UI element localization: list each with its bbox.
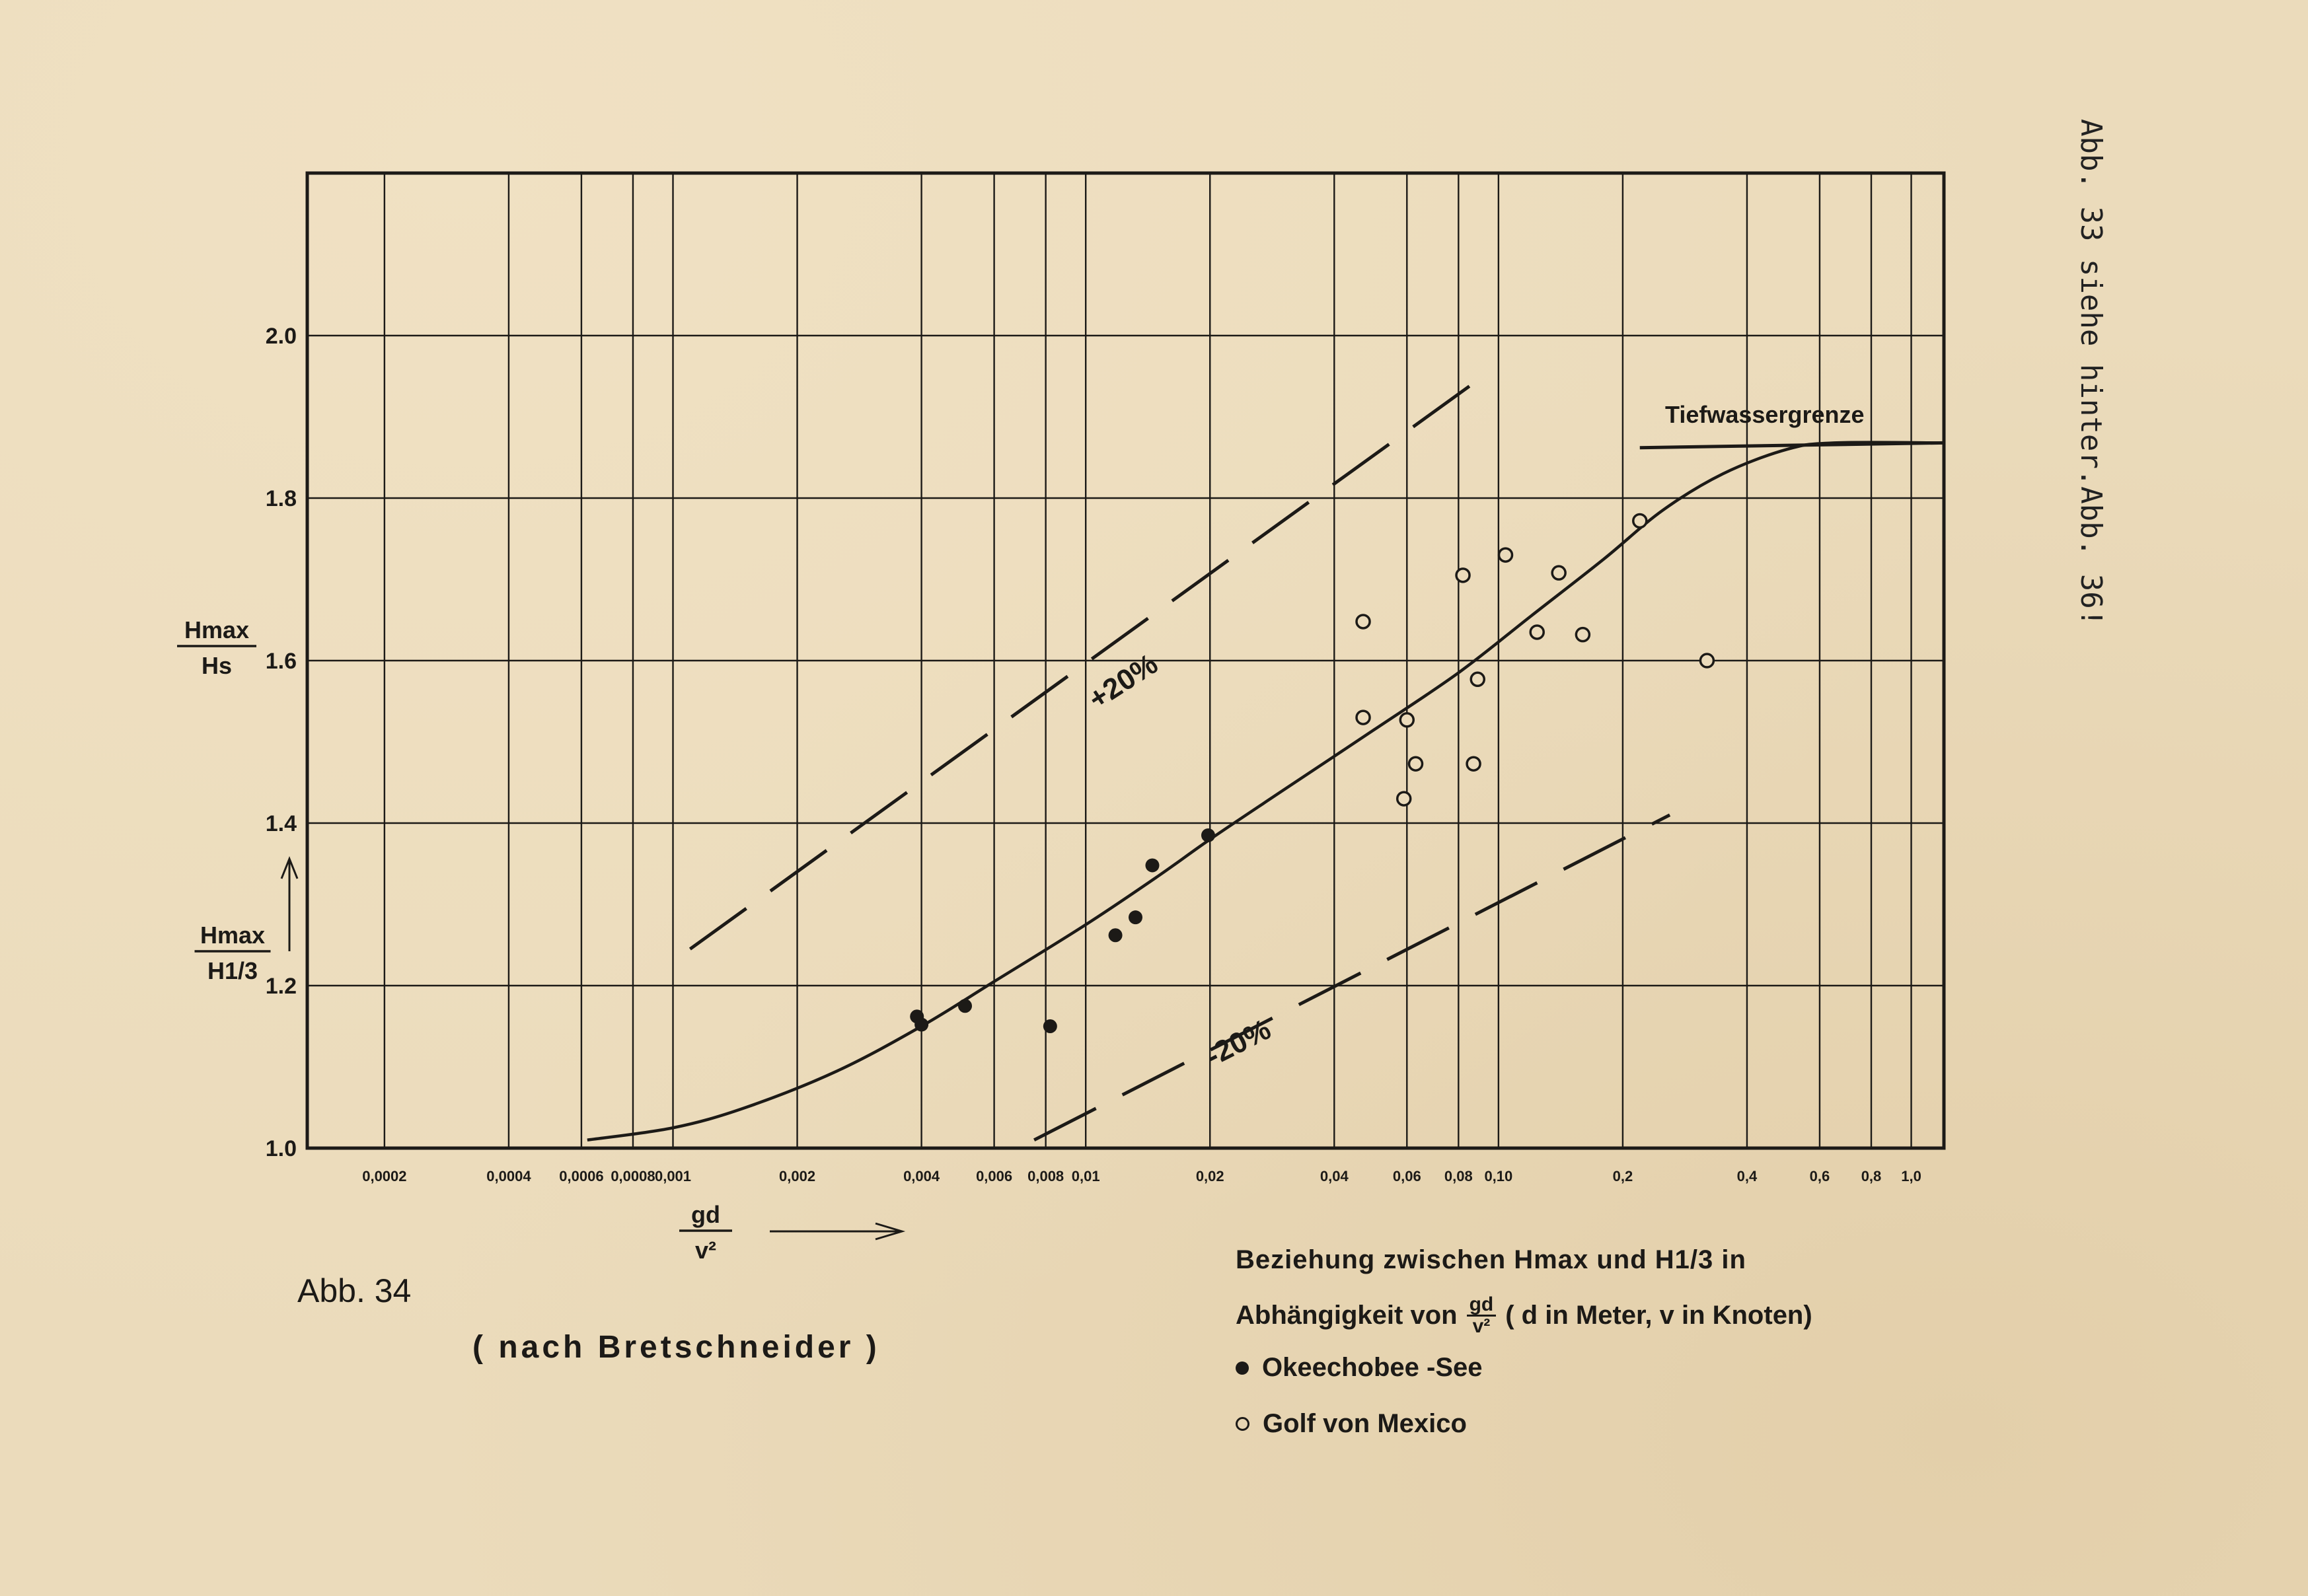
- y-tick-label: 1.4: [265, 811, 297, 836]
- ylabel-lower-den: H1/3: [207, 957, 258, 984]
- okeechobee-point: [1145, 858, 1159, 872]
- xlabel-den: v²: [694, 1237, 717, 1264]
- okeechobee-point: [1129, 910, 1142, 924]
- legend-item-okeechobee: [1236, 1353, 1483, 1383]
- okeechobee-point: [1201, 828, 1215, 842]
- minus20-label: -20%: [1201, 1013, 1277, 1073]
- plus20-line: [690, 381, 1477, 949]
- x-tick-label: 0,0004: [486, 1168, 531, 1184]
- caption-fraction-den: v²: [1472, 1315, 1491, 1337]
- golf-point: [1700, 654, 1713, 667]
- legend-item-golf: [1236, 1409, 1467, 1439]
- x-tick-label: 0,2: [1612, 1168, 1633, 1184]
- x-tick-label: 0,0008: [611, 1168, 655, 1184]
- source-note: ( nach Bretschneider ): [472, 1330, 880, 1365]
- golf-point: [1633, 514, 1647, 527]
- okeechobee-point: [1109, 928, 1123, 942]
- caption-line-2: [1236, 1295, 1812, 1336]
- x-tick-label: 0,006: [976, 1168, 1013, 1184]
- okeechobee-point: [958, 999, 972, 1013]
- figure-label: Abb. 34: [297, 1272, 412, 1309]
- x-tick-label: 1,0: [1901, 1168, 1921, 1184]
- minus20-line: [1034, 815, 1670, 1140]
- filled-circle-icon: [1236, 1361, 1249, 1375]
- y-tick-label: 1.6: [265, 649, 297, 674]
- x-tick-label: 0,008: [1027, 1168, 1064, 1184]
- x-tick-label: 0,01: [1071, 1168, 1100, 1184]
- golf-point: [1467, 757, 1480, 770]
- caption-fraction-num: gd: [1467, 1295, 1497, 1317]
- plus20-label: +20%: [1082, 647, 1164, 716]
- golf-point: [1357, 711, 1370, 724]
- x-tick-label: 0,8: [1861, 1168, 1882, 1184]
- x-tick-label: 0,4: [1736, 1168, 1758, 1184]
- golf-point: [1471, 672, 1484, 686]
- caption-line-1: Beziehung zwischen Hmax und H1/3 in: [1236, 1245, 1746, 1274]
- x-tick-label: 0,02: [1195, 1168, 1224, 1184]
- golf-point: [1400, 713, 1413, 727]
- xlabel-num: gd: [691, 1201, 720, 1228]
- ylabel-lower-num: Hmax: [200, 922, 266, 949]
- golf-point: [1576, 628, 1589, 641]
- caption-prefix: Abhängigkeit von: [1236, 1301, 1458, 1330]
- open-circle-icon: [1236, 1417, 1249, 1431]
- golf-point: [1530, 626, 1544, 639]
- x-tick-label: 0,10: [1484, 1168, 1513, 1184]
- x-tick-label: 0,08: [1444, 1168, 1473, 1184]
- y-tick-label: 1.8: [265, 486, 297, 511]
- golf-point: [1397, 792, 1411, 805]
- golf-point: [1552, 566, 1565, 579]
- x-tick-label: 0,004: [903, 1168, 940, 1184]
- golf-point: [1357, 615, 1370, 628]
- y-tick-label: 1.2: [265, 974, 297, 999]
- ylabel-upper-num: Hmax: [184, 616, 250, 643]
- golf-point: [1499, 548, 1512, 562]
- caption-suffix: ( d in Meter, v in Knoten): [1505, 1301, 1812, 1330]
- deepwater-label: Tiefwassergrenze: [1665, 401, 1865, 428]
- legend-label-okeechobee: Okeechobee -See: [1262, 1353, 1483, 1382]
- x-tick-label: 0,0002: [362, 1168, 407, 1184]
- y-tick-label: 2.0: [265, 324, 297, 349]
- golf-point: [1409, 757, 1423, 770]
- golf-point: [1456, 569, 1470, 582]
- y-tick-label: 1.0: [265, 1136, 297, 1161]
- x-tick-label: 0,6: [1809, 1168, 1830, 1184]
- caption-fraction: [1467, 1295, 1497, 1336]
- okeechobee-point: [914, 1018, 928, 1032]
- x-tick-label: 0,0006: [559, 1168, 604, 1184]
- okeechobee-point: [1043, 1019, 1057, 1033]
- ylabel-upper-den: Hs: [201, 652, 233, 679]
- x-tick-label: 0,001: [654, 1168, 692, 1184]
- side-note: Abb. 33 siehe hinter.Abb. 36!: [2074, 119, 2108, 627]
- x-tick-label: 0,002: [779, 1168, 816, 1184]
- x-tick-label: 0,04: [1320, 1168, 1349, 1184]
- x-tick-label: 0,06: [1392, 1168, 1421, 1184]
- legend-label-golf: Golf von Mexico: [1263, 1409, 1467, 1438]
